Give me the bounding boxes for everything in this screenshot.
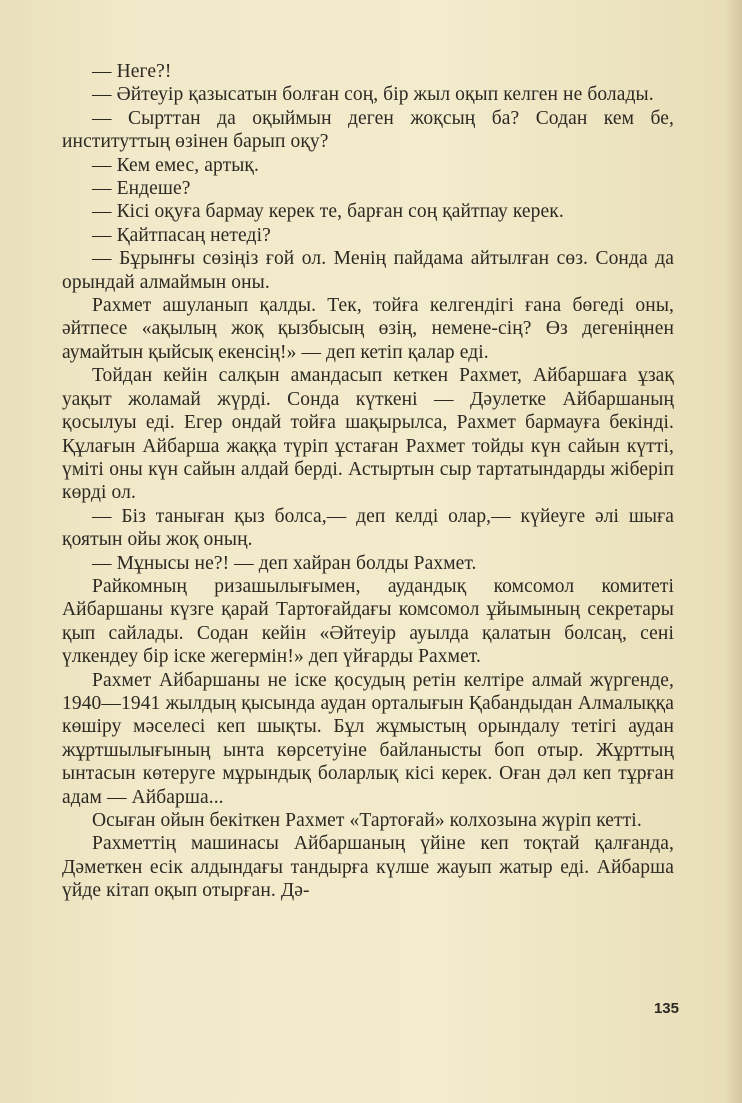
paragraph: Рахмет ашуланып қалды. Тек, тойға келгендігі ғана бөгеді оны, әйтпесе «ақылың жоқ қызбысың өзің, немене-сің? Өз дегеніңнен аумайтын қыйсық екенсің!» — деп кетіп қалар еді. (62, 295, 674, 363)
paragraph: — Әйтеуір қазысатын болған соң, бір жыл оқып келген не болады. (92, 84, 654, 106)
paragraph: — Кісі оқуға бармау керек те, барған соң қайтпау керек. (92, 201, 564, 223)
paragraph: — Сырттан да оқыймын деген жоқсың ба? Содан кем бе, институттың өзінен барып оқу? (62, 107, 674, 153)
paragraph: Тойдан кейін салқын амандасып кеткен Рахмет, Айбаршаға ұзақ уақыт жоламай жүрді. Сонда күткені — Дәулетке Айбаршаның қосылуы еді. Егер ондай тойға шақырылса, Рахмет бармауға бекінді. Құлағын Айбарша жаққа түріп ұстаған Рахмет тойды күн сайын күтті, үміті оны күн сайын алдай берді. Астыртын сыр тартатындарды жіберіп көрді ол. (62, 365, 674, 504)
paragraph: Райкомның ризашылығымен, аудандық комсомол комитеті Айбаршаны күзге қарай Тартоғайдағы комсомол ұйымының секретары қып сайлады. Содан кейін «Әйтеуір ауылда қалатын болсаң, сені үлкендеу бір іске жегермін!» деп үйғарды Рахмет. (62, 575, 674, 668)
page-number: 135 (653, 1000, 679, 1017)
paragraph: Рахметтің машинасы Айбаршаның үйіне кеп тоқтай қалғанда, Дәметкен есік алдындағы тандырға күлше жауып жатыр еді. Айбарша үйде кітап оқып отырған. Дә- (62, 833, 674, 902)
paragraph: — Кем емес, артық. (92, 154, 259, 176)
paragraph: — Біз таныған қыз болса,— деп келді олар,— күйеуге әлі шыға қоятын ойы жоқ оның. (62, 505, 674, 551)
paragraph: — Неге?! (92, 61, 172, 82)
paragraph: — Мұнысы не?! — деп хайран болды Рахмет. (92, 552, 477, 574)
page-edge-shadow (724, 0, 742, 1103)
paragraph: Осыған ойын бекіткен Рахмет «Тартоғай» колхозына жүріп кетті. (92, 810, 642, 831)
body-text (62, 60, 674, 903)
paragraph: — Қайтпасаң нетеді? (92, 224, 271, 246)
paragraph: — Ендеше? (92, 178, 191, 200)
paragraph: — Бұрынғы сөзіңіз ғой ол. Менің пайдама айтылған сөз. Сонда да орындай алмаймын оны. (62, 248, 674, 293)
paragraph: Рахмет Айбаршаны не іске қосудың ретін келтіре алмай жүргенде, 1940—1941 жылдың қысында аудан орталығын Қабандыдан Алмалыққа көшіру мәселесі кеп шықты. Бұл жұмыстың орындалу тетігі аудан жұртшылығының ынта көрсетуіне байланысты боп отыр. Жұрттың ынтасын көтеруге мұрындық боларлық кісі керек. Оған дәл кеп тұрған адам — Айбарша... (62, 669, 674, 808)
